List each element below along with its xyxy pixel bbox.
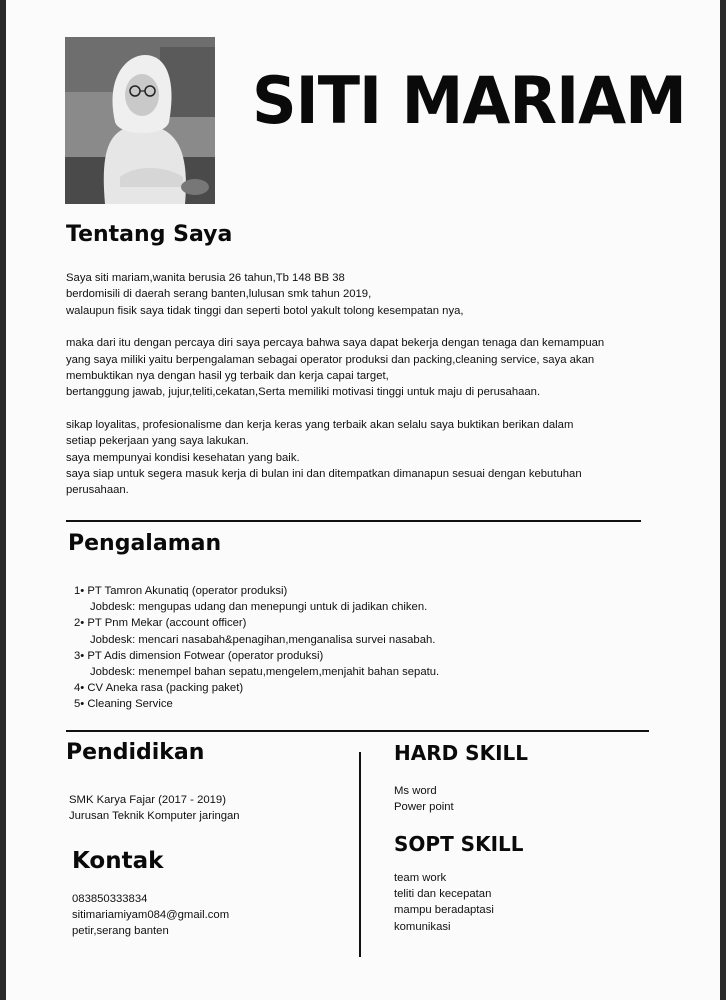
about-line: membuktikan nya dengan hasil yg terbaik dan kerja capai target,: [66, 370, 389, 383]
experience-list: [74, 583, 439, 713]
experience-title: 2• PT Pnm Mekar (account officer): [74, 617, 247, 630]
hard-skill-item: Power point: [394, 801, 454, 814]
about-line: sikap loyalitas, profesionalisme dan kerja keras yang terbaik akan selalu saya buktikan berikan dalam: [66, 418, 574, 431]
hard-skill-list: [394, 783, 454, 815]
contact-email: sitimariamiyam084@gmail.com: [72, 909, 230, 922]
education-school: SMK Karya Fajar (2017 - 2019): [69, 794, 226, 806]
about-line: Saya siti mariam,wanita berusia 26 tahun,Tb 148 BB 38: [66, 272, 345, 284]
experience-desc: Jobdesk: mencari nasabah&penagihan,menganalisa survei nasabah.: [90, 633, 436, 646]
about-line: yang saya miliki yaitu berpengalaman sebagai operator produksi dan packing,cleaning service, saya akan: [66, 353, 595, 366]
about-line: saya siap untuk segera masuk kerja di bulan ini dan ditempatkan dimanapun sesuai dengan kebutuhan: [66, 468, 582, 481]
section-divider: [66, 520, 641, 522]
soft-skill-list: [394, 870, 494, 935]
hard-skill-heading: HARD SKILL: [394, 741, 529, 765]
experience-title: 3• PT Adis dimension Fotwear (operator produksi): [74, 649, 324, 662]
soft-skill-heading: SOPT SKILL: [394, 832, 524, 856]
about-line: berdomisili di daerah serang banten,lulusan smk tahun 2019,: [66, 288, 372, 301]
about-line: maka dari itu dengan percaya diri saya percaya bahwa saya dapat bekerja dengan tenaga dan kemampuan: [66, 337, 605, 350]
about-text: [66, 270, 686, 499]
contact-phone: 083850333834: [72, 893, 148, 905]
contact-heading: Kontak: [72, 848, 164, 874]
resume-page: [6, 0, 720, 1000]
contact-address: petir,serang banten: [72, 925, 169, 938]
experience-heading: Pengalaman: [68, 531, 222, 556]
education-major: Jurusan Teknik Komputer jaringan: [69, 810, 240, 823]
soft-skill-item: mampu beradaptasi: [394, 904, 494, 917]
about-heading: Tentang Saya: [66, 222, 233, 247]
about-line: walaupun fisik saya tidak tinggi dan seperti botol yakult tolong kesempatan nya,: [66, 304, 464, 317]
soft-skill-item: komunikasi: [394, 920, 451, 933]
about-line: saya mempunyai kondisi kesehatan yang baik.: [66, 451, 300, 464]
about-line: bertanggung jawab, jujur,teliti,cekatan,Serta memiliki motivasi tinggi untuk maju di perusahaan.: [66, 386, 541, 399]
section-divider: [66, 730, 649, 732]
candidate-name: SITI MARIAM: [252, 62, 686, 139]
hard-skill-item: Ms word: [394, 785, 437, 797]
experience-title: 1• PT Tamron Akunatiq (operator produksi): [74, 585, 288, 597]
experience-title: 5• Cleaning Service: [74, 698, 173, 711]
about-line: setiap pekerjaan yang saya lakukan.: [66, 435, 249, 448]
about-line: perusahaan.: [66, 484, 129, 497]
profile-photo-image: [65, 37, 215, 204]
soft-skill-item: teliti dan kecepatan: [394, 888, 492, 901]
education-heading: Pendidikan: [66, 740, 205, 765]
experience-desc: Jobdesk: menempel bahan sepatu,mengelem,menjahit bahan sepatu.: [90, 666, 440, 679]
column-divider: [359, 752, 361, 957]
education-details: [69, 792, 240, 824]
contact-details: [72, 891, 229, 940]
experience-title: 4• CV Aneka rasa (packing paket): [74, 682, 244, 695]
profile-photo: [65, 37, 215, 204]
soft-skill-item: team work: [394, 872, 447, 884]
experience-desc: Jobdesk: mengupas udang dan menepungi untuk di jadikan chiken.: [90, 601, 428, 614]
